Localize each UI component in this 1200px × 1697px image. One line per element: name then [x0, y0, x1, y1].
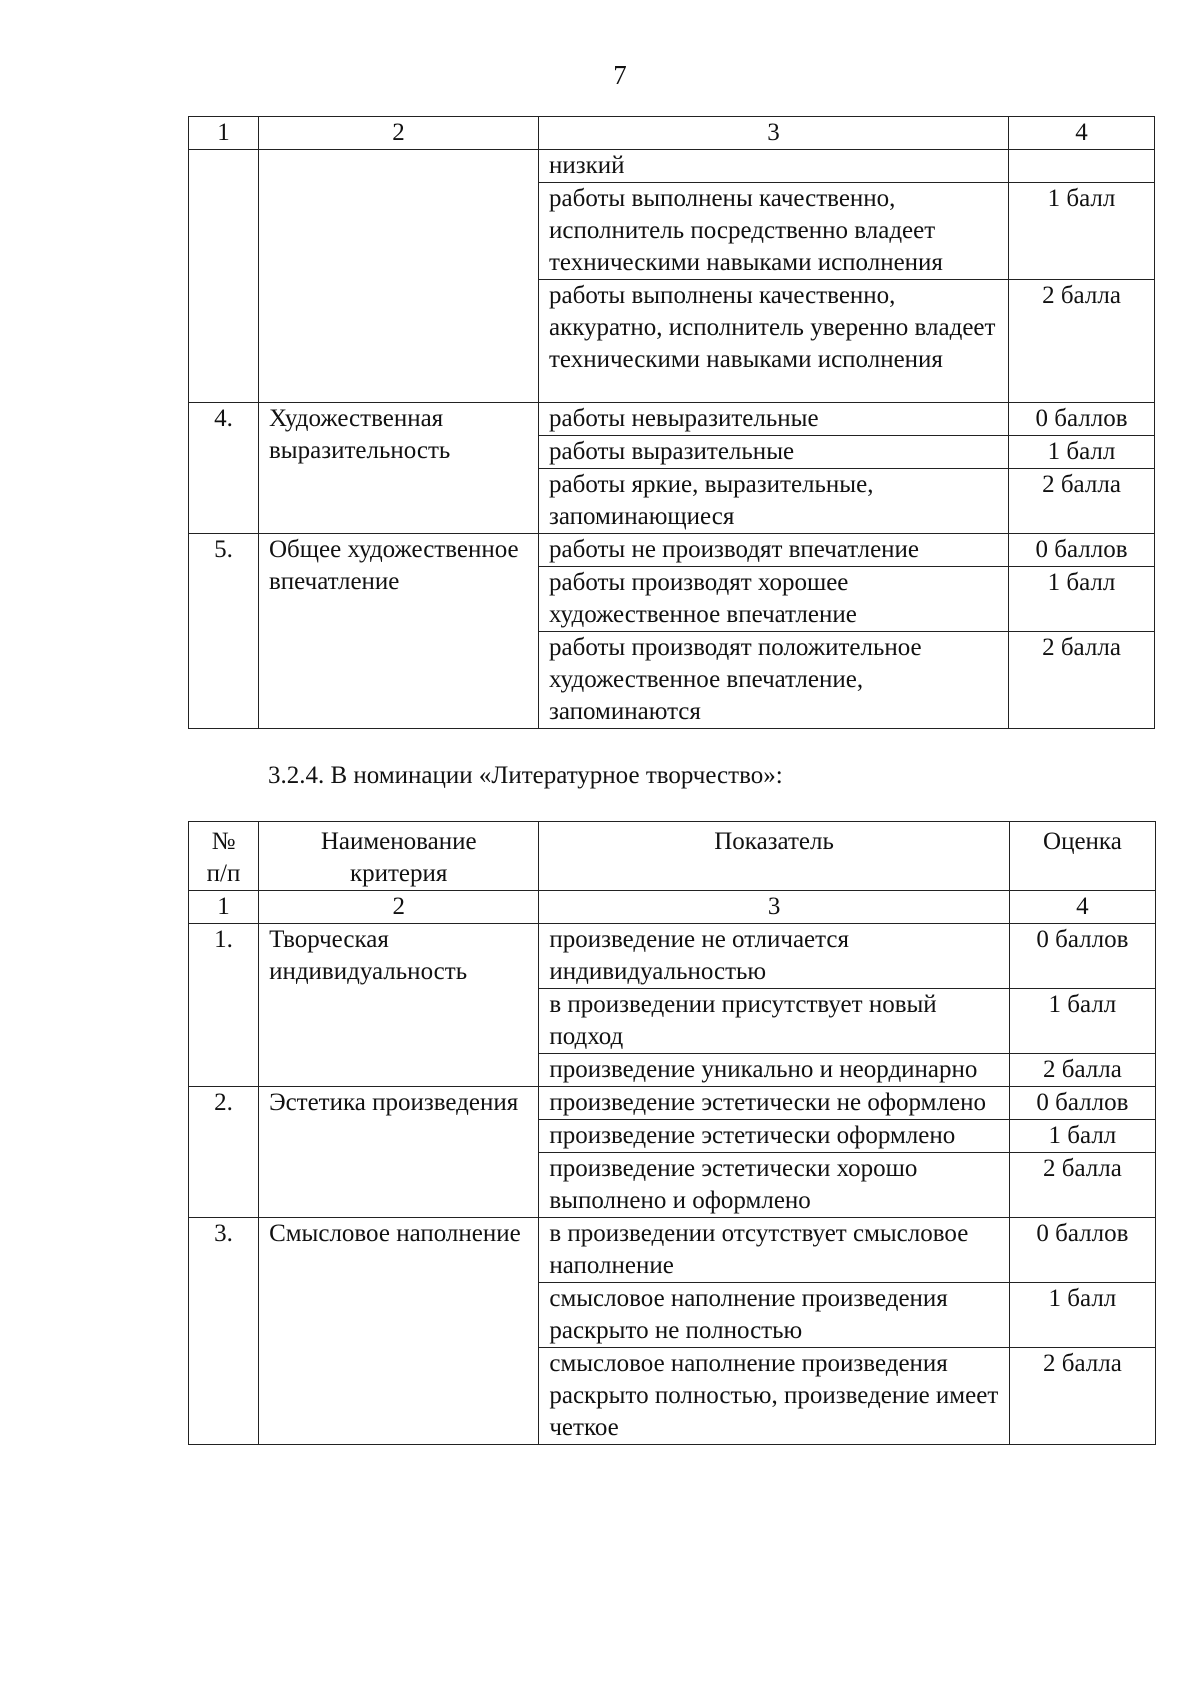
indicator-cell: произведение уникально и неординарно [539, 1054, 1009, 1087]
column-header-indicator: Показатель [539, 822, 1009, 891]
column-number: 4 [1009, 891, 1155, 924]
indicator-cell: произведение не отличается индивидуальностью [539, 924, 1009, 989]
indicator-cell: работы производят положительное художественное впечатление, запоминаются [539, 632, 1009, 729]
score-cell: 0 баллов [1009, 924, 1155, 989]
score-cell: 0 баллов [1009, 403, 1155, 436]
score-cell: 0 баллов [1009, 1087, 1155, 1120]
indicator-cell: смысловое наполнение произведения раскрыто полностью, произведение имеет четкое [539, 1348, 1009, 1445]
criterion-number-cell: 5. [189, 534, 259, 729]
column-number: 2 [259, 117, 539, 150]
score-cell: 1 балл [1009, 436, 1155, 469]
literary-creativity-criteria-table [188, 821, 1156, 1445]
table-row [189, 1087, 1156, 1120]
indicator-cell: произведение эстетически хорошо выполнено и оформлено [539, 1153, 1009, 1218]
column-number: 4 [1009, 117, 1155, 150]
criterion-name-cell: Художественная выразительность [259, 403, 539, 534]
column-number-row [189, 117, 1155, 150]
criterion-name-cell: Общее художественное впечатление [259, 534, 539, 729]
column-number-row [189, 891, 1156, 924]
indicator-cell: работы яркие, выразительные, запоминающиеся [539, 469, 1009, 534]
column-number: 1 [189, 891, 259, 924]
score-cell: 1 балл [1009, 567, 1155, 632]
score-cell [1009, 150, 1155, 183]
table-row [189, 534, 1155, 567]
criterion-number-cell: 2. [189, 1087, 259, 1218]
score-cell: 2 балла [1009, 1348, 1155, 1445]
criteria-table-continued [188, 116, 1155, 729]
table-row [189, 1218, 1156, 1283]
score-cell: 2 балла [1009, 632, 1155, 729]
indicator-cell: произведение эстетически оформлено [539, 1120, 1009, 1153]
criterion-number-cell: 3. [189, 1218, 259, 1445]
score-cell: 2 балла [1009, 1054, 1155, 1087]
score-cell: 0 баллов [1009, 1218, 1155, 1283]
column-header-score: Оценка [1009, 822, 1155, 891]
score-cell: 2 балла [1009, 1153, 1155, 1218]
indicator-cell: низкий [539, 150, 1009, 183]
indicator-cell: в произведении отсутствует смысловое наполнение [539, 1218, 1009, 1283]
score-cell: 2 балла [1009, 280, 1155, 403]
column-number: 3 [539, 117, 1009, 150]
criterion-name-cell: Эстетика произведения [259, 1087, 539, 1218]
indicator-cell: работы выполнены качественно, аккуратно, исполнитель уверенно владеет техническими навыками исполнения [539, 280, 1009, 403]
table-row [189, 924, 1156, 989]
criterion-name-cell [259, 150, 539, 403]
indicator-cell: работы не производят впечатление [539, 534, 1009, 567]
column-number: 1 [189, 117, 259, 150]
criterion-number-cell: 4. [189, 403, 259, 534]
column-header-criterion: Наименование критерия [259, 822, 539, 891]
criterion-name-cell: Творческая индивидуальность [259, 924, 539, 1087]
criterion-number-cell: 1. [189, 924, 259, 1087]
table-row [189, 150, 1155, 183]
column-number: 3 [539, 891, 1009, 924]
column-header-number: № п/п [189, 822, 259, 891]
indicator-cell: произведение эстетически не оформлено [539, 1087, 1009, 1120]
section-heading: 3.2.4. В номинации «Литературное творчество»: [268, 762, 783, 789]
score-cell: 1 балл [1009, 183, 1155, 280]
indicator-cell: работы невыразительные [539, 403, 1009, 436]
page-number: 7 [613, 60, 627, 90]
score-cell: 1 балл [1009, 989, 1155, 1054]
indicator-cell: смысловое наполнение произведения раскрыто не полностью [539, 1283, 1009, 1348]
indicator-cell: в произведении присутствует новый подход [539, 989, 1009, 1054]
score-cell: 0 баллов [1009, 534, 1155, 567]
indicator-cell: работы выразительные [539, 436, 1009, 469]
indicator-cell: работы выполнены качественно, исполнитель посредственно владеет техническими навыками исполнения [539, 183, 1009, 280]
table-row [189, 403, 1155, 436]
indicator-cell: работы производят хорошее художественное впечатление [539, 567, 1009, 632]
score-cell: 1 балл [1009, 1120, 1155, 1153]
score-cell: 1 балл [1009, 1283, 1155, 1348]
column-number: 2 [259, 891, 539, 924]
header-row [189, 822, 1156, 891]
score-cell: 2 балла [1009, 469, 1155, 534]
criterion-name-cell: Смысловое наполнение [259, 1218, 539, 1445]
criterion-number-cell [189, 150, 259, 403]
